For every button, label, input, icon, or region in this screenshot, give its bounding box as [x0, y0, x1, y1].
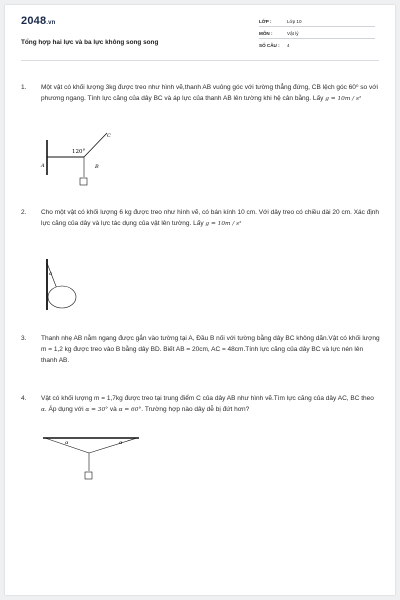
site-logo[interactable] [21, 15, 56, 27]
point-c-label: C [107, 133, 111, 139]
question-body-end: . Trường hợp nào dây dễ bị đứt hơn? [141, 406, 250, 413]
ball [48, 286, 76, 308]
question-body-cont: . Áp dụng với [44, 406, 84, 413]
question-text [41, 82, 381, 105]
figure-1-diagram [39, 130, 119, 192]
header-divider [21, 60, 379, 61]
meta-count-label: SỐ CÂU : [259, 43, 280, 48]
meta-class-value: Lớp 10 [287, 19, 302, 24]
cable-bc [84, 133, 107, 157]
question-1 [21, 82, 377, 122]
question-3 [21, 333, 380, 373]
worksheet-page [5, 5, 395, 595]
angle-label: 120° [72, 149, 86, 155]
gravity-formula: g = 10m / s² [325, 96, 362, 102]
question-4 [21, 393, 377, 433]
alpha-value-1: α = 30° [85, 407, 109, 413]
meta-class-label: LỚP : [259, 19, 272, 24]
gravity-formula: g = 10m / s² [205, 221, 242, 227]
figure-4-diagram [27, 433, 157, 488]
alpha-right-label: α [119, 440, 123, 446]
question-body: Cho một vật có khối lượng 6 kg được treo như hình vẽ, có bán kính 10 cm. Với dây treo có chiều dài 20 cm. Xác định lực căng của dây và lực tác dụng của vật lên tường. Lấy [41, 209, 380, 227]
question-number: 2. [21, 209, 27, 216]
document-title: Tổng hợp hai lực và ba lực không song song [21, 39, 159, 46]
meta-subject-value: Vật lý [287, 31, 299, 36]
alpha-label: α [49, 271, 53, 277]
logo-text: 2048 [21, 15, 47, 27]
meta-count-value: 4 [287, 43, 290, 48]
weight-box [80, 178, 87, 185]
question-number: 3. [21, 335, 27, 342]
alpha-symbol: α [41, 407, 45, 413]
meta-subject-label: MÔN : [259, 31, 273, 36]
question-text [41, 393, 381, 416]
weight-box [85, 472, 92, 479]
question-body: Vật có khối lượng m = 1,7kg được treo tại trung điểm C của dây AB như hình vẽ.Tìm lực căng của dây AC, BC theo [41, 395, 374, 402]
question-body: Một vật có khối lượng 3kg được treo như hình vẽ,thanh AB vuông góc với tường thẳng đứng, CB lệch góc 60⁰ so với phương ngang. Tính lực căng của dây BC và áp lực của thanh AB lên tường khi hệ cân bằng. Lấy [41, 84, 378, 102]
point-b-label: B [95, 164, 99, 170]
meta-divider [259, 26, 375, 27]
meta-divider [259, 38, 375, 39]
figure-2-diagram [39, 255, 91, 317]
logo-suffix: .vn [46, 20, 56, 26]
alpha-value-2: α = 60° [118, 407, 142, 413]
conjunction: và [109, 406, 117, 413]
question-number: 1. [21, 84, 27, 91]
question-text [41, 207, 381, 230]
question-text: Thanh nhẹ AB nằm ngang được gắn vào tường tại A, Đầu B nối với tường bằng dây BC không dãn.Vật có khối lượng m = 1,2 kg được treo vào B bằng dây BD. Biết AB = 20cm, AC = 48cm.Tính lực căng của dây BC và lực nén lên thanh AB. [41, 335, 380, 364]
question-number: 4. [21, 395, 27, 402]
question-2 [21, 207, 380, 247]
alpha-left-label: α [65, 440, 69, 446]
point-a-label: A [41, 163, 45, 169]
cable-bc [89, 438, 137, 453]
